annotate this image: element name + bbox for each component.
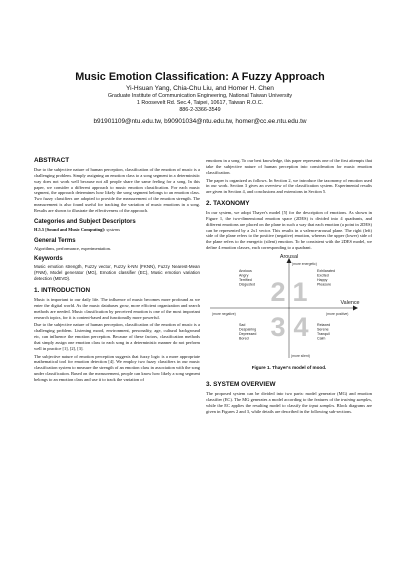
intro-paragraph: The subjective nature of emotion perception suggests that fuzzy logic is a more appropriate mathematical tool for emotion detection [4]. We employ two fuzzy classifiers in our music classification system to measure the strength of an emotion class in association with the song under classification. Based on the measurement, people can know how likely a song segment belongs to an emotion class and use it to track the variation of [34, 353, 200, 382]
keywords-heading: Keywords [34, 256, 63, 263]
author-list: Yi-Hsuan Yang, Chia-Chu Liu, and Homer H. Chen [126, 85, 274, 92]
phone-number: 886-2-3366-3549 [179, 107, 221, 113]
taxonomy-heading: 2. TAXONOMY [206, 200, 250, 208]
categories-heading: Categories and Subject Descriptors [34, 218, 136, 225]
quadrant-2-emotions [239, 269, 255, 287]
training-samples-term: training samples [341, 396, 371, 402]
emotion-word: Serene [317, 327, 329, 332]
affiliation: Graduate Institute of Communication Engineering, National Taiwan University [107, 93, 293, 99]
emotion-word: Calm [317, 336, 326, 341]
emotion-word: Happy [317, 277, 328, 282]
categories-code: H.5.5 [Sound and Music Computing]: [34, 226, 106, 232]
more-silent-label: (more silent) [291, 353, 310, 358]
emotion-word: Despairing [239, 327, 257, 332]
emotion-word: Exhilarated [317, 268, 335, 273]
more-energetic-label: (more energetic) [292, 261, 317, 266]
paper-header [0, 70, 400, 126]
valence-arrow-icon [353, 305, 358, 310]
paper-title: Music Emotion Classification: A Fuzzy Approach [75, 71, 325, 83]
arousal-label: Arousal [279, 253, 299, 260]
emotion-word: Pleasure [317, 282, 332, 287]
postal-address: 1 Roosevelt Rd. Sec.4, Taipei, 10617, Taiwan R.O.C. [136, 100, 264, 106]
quadrant-2-number: 2 [270, 276, 286, 307]
emotion-word: Tranquil [317, 331, 330, 336]
emotion-word: Terrified [239, 277, 252, 282]
left-column [34, 157, 200, 385]
organization-paragraph: The paper is organized as follows. In Section 2, we introduce the taxonomy of emotion used in our work. Section 3 gives an overview of the classification system. Experimental results are given in Section 4, and conclusions and extensions in Section 5. [206, 177, 372, 195]
emotion-word: Relaxed [317, 322, 331, 327]
more-negative-label: (more negative) [212, 311, 236, 316]
quadrant-1-emotions [317, 269, 335, 287]
emotion-word: Bored [239, 336, 249, 341]
more-positive-label: (more positive) [326, 311, 349, 316]
intro-paragraph: Music is important to our daily life. The influence of music becomes more profound as we enter the digital world. As the music databases grow, more efficient organization and search methods are needed. Music classification by perceived emotion is one of the most important research topics, for it is content-based and functionally more powerful. [34, 296, 200, 320]
introduction-heading: 1. INTRODUCTION [34, 286, 91, 294]
email-addresses: b91901109@ntu.edu.tw, b90901034@ntu.edu.tw, homer@cc.ee.ntu.edu.tw [93, 118, 307, 125]
thayer-diagram [206, 254, 372, 364]
emotion-word: Anxious [239, 268, 252, 273]
system-text: . Block diagrams are given in Figures 2 and 3, while details are described in the following sub-sections. [206, 402, 372, 414]
categories-rest: systems [106, 226, 120, 232]
system-overview-paragraph [206, 391, 372, 414]
intro-continuation: emotions in a song. To our best knowledge, this paper represents one of the first attempts that take the subjective nature of human perception into consideration for music emotion classification. [206, 158, 372, 175]
system-text: The proposed system can be divided into two parts: model generator (MG) and emotion classifier (EC). The MG generates a model according to the features of the [206, 390, 372, 402]
quadrant-4-number: 4 [293, 311, 309, 342]
emotion-word: Excited [317, 273, 329, 278]
emotion-word: Depressed [239, 331, 257, 336]
abstract-text: Due to the subjective nature of human perception, classification of the emotion of music is a challenging problem. Simply assigning an emotion class to a song segment in a deterministic way does not work well because not all people share the same feeling for a song. In this paper, we consider a different approach to music emotion classification. For each music segment, the approach determines how likely the song segment belongs to an emotion class. Two fuzzy classifiers are adopted to provide the measurement of the emotion strength. The measurement is also found useful for tracking the variation of music emotions in a song. Results are shown to illustrate the effectiveness of the approach. [34, 167, 200, 213]
taxonomy-paragraph: In our system, we adopt Thayer's model [5] for the description of emotions. As shown in Figure 1, the two-dimensional emotion space (2DES) is divided into 4 quadrants, and different emotions are placed on the plane in such a way that each emotion (a point in 2DES) can be represented by a 2x1 vector. This results in a valence-arousal plane. The right (left) side of the plane refers to the positive (negative) emotion, whereas the upper (lower) side of the plane refers to the energetic (silent) emotion. To be consistent with the 2DES model, we define 4 emotion classes, each corresponding to a quadrant. [206, 210, 372, 251]
quadrant-3-emotions [239, 323, 256, 341]
general-terms-text: Algorithms, performance, experimentation. [34, 245, 112, 251]
keywords-text: Music emotion strength, Fuzzy vector, Fuzzy k-NN (FKNN), Fuzzy Nearest-Mean (FNM), Model generator (MG), Emotion classifier (EC), Music emotion variation detection (MEVD). [34, 264, 200, 282]
system-overview-heading: 3. SYSTEM OVERVIEW [206, 380, 276, 388]
figure-thayer-model [206, 254, 372, 376]
quadrant-3-number: 3 [270, 311, 286, 342]
general-terms-heading: General Terms [34, 237, 76, 244]
emotion-word: Disgusted [239, 282, 255, 287]
abstract-heading: ABSTRACT [34, 157, 70, 164]
right-column [206, 158, 372, 416]
quadrant-4-emotions [317, 323, 330, 341]
categories-text [34, 227, 200, 233]
quadrant-1-number: 1 [292, 276, 308, 307]
emotion-word: Sad [239, 322, 246, 327]
valence-label: Valence [340, 299, 360, 306]
intro-paragraph: Due to the subjective nature of human perception, classification of the emotion of music is a challenging problem. Listening mood, environment, personality, age, cultural background etc, can influence the emotion perception. Because of these factors, classification methods that simply assign one emotion class to each song in a deterministic manner do not perform well in practice [1], [2], [3]. [34, 322, 200, 351]
input-samples-term: input samples [309, 402, 335, 408]
emotion-word: Angry [239, 273, 249, 278]
figure-caption: Figure 1. Thayer's model of mood. [251, 364, 327, 370]
system-text: , while the EC applies the resulting model to classify the [206, 396, 372, 408]
